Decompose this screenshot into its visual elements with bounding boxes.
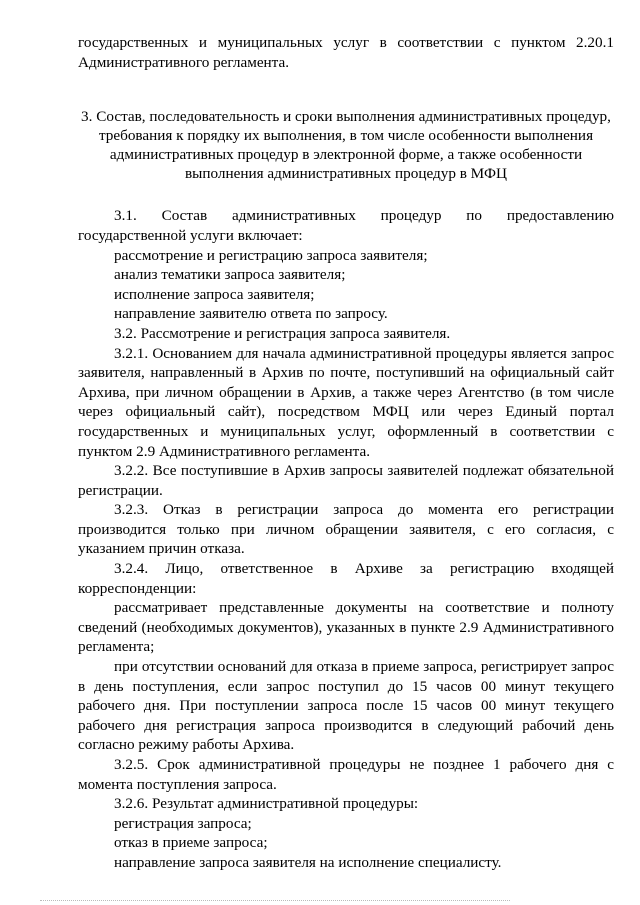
heading-line: требования к порядку их выполнения, в том числе особенности выполнения bbox=[98, 126, 594, 144]
document-page bbox=[78, 33, 614, 873]
list-item: рассмотрение и регистрацию запроса заявителя; bbox=[114, 246, 428, 264]
paragraph-3-2-4-a: рассматривает представленные документы на соответствие и полноту сведений (необходимых документов), указанных в пункте 2.9 Административного регламента; bbox=[78, 599, 614, 656]
word: процедур bbox=[380, 207, 442, 225]
intro-paragraph: государственных и муниципальных услуг в соответствии с пунктом 2.20.1 Административного регламента. bbox=[78, 34, 614, 71]
word: административных bbox=[231, 207, 356, 225]
heading-line: 3. Состав, последовательность и сроки выполнения административных процедур, bbox=[81, 108, 611, 126]
paragraph-3-1-tail: государственной услуги включает: bbox=[78, 226, 303, 244]
paragraph-3-2-5: 3.2.5. Срок административной процедуры не позднее 1 рабочего дня с момента поступления запроса. bbox=[78, 756, 614, 793]
paragraph-3-2-4: 3.2.4. Лицо, ответственное в Архиве за регистрацию входящей корреспонденции: bbox=[78, 560, 614, 597]
word: по bbox=[466, 207, 483, 225]
list-item: направление запроса заявителя на исполнение специалисту. bbox=[114, 853, 502, 871]
heading-line: административных процедур в электронной форме, а также особенности bbox=[109, 145, 583, 163]
paragraph-3-2-1: 3.2.1. Основанием для начала административной процедуры является запрос заявителя, направленный в Архив по почте, поступивший на официальный сайт Архива, при личном обращении в Архив, а также через Агентство (в том числе через официальный сайт), посредством МФЦ или через Единый портал государственных и муниципальных услуг, оформленный в соответствии с пунктом 2.9 Административного регламента. bbox=[78, 344, 614, 460]
word: Состав bbox=[161, 207, 208, 225]
list-item: исполнение запроса заявителя; bbox=[114, 285, 315, 303]
scan-edge-line bbox=[40, 900, 510, 902]
paragraph-3-2-3: 3.2.3. Отказ в регистрации запроса до момента его регистрации производится только при личном обращении заявителя, с его согласия, с указанием причин отказа. bbox=[78, 501, 614, 558]
word: предоставлению bbox=[506, 207, 614, 225]
list-item: отказ в приеме запроса; bbox=[114, 834, 268, 852]
paragraph-3-2: 3.2. Рассмотрение и регистрация запроса заявителя. bbox=[114, 324, 451, 342]
list-item: анализ тематики запроса заявителя; bbox=[114, 266, 346, 284]
paragraph-3-1-first-line bbox=[78, 206, 614, 226]
paragraph-3-2-4-b: при отсутствии оснований для отказа в приеме запроса, регистрирует запрос в день поступления, если запрос поступил до 15 часов 00 минут текущего рабочего дня. При поступлении запроса после 15 часов 00 минут текущего рабочего дня регистрация запроса производится в следующий рабочий день согласно режиму работы Архива. bbox=[78, 658, 614, 754]
list-item: регистрация запроса; bbox=[114, 814, 252, 832]
paragraph-3-2-2: 3.2.2. Все поступившие в Архив запросы заявителей подлежат обязательной регистрации. bbox=[78, 462, 614, 499]
list-item: направление заявителю ответа по запросу. bbox=[114, 305, 388, 323]
paragraph-3-2-6: 3.2.6. Результат административной процедуры: bbox=[114, 795, 419, 813]
heading-line: выполнения административных процедур в МФЦ bbox=[185, 164, 507, 182]
section-3-heading bbox=[78, 108, 614, 183]
word: 3.1. bbox=[114, 207, 137, 225]
